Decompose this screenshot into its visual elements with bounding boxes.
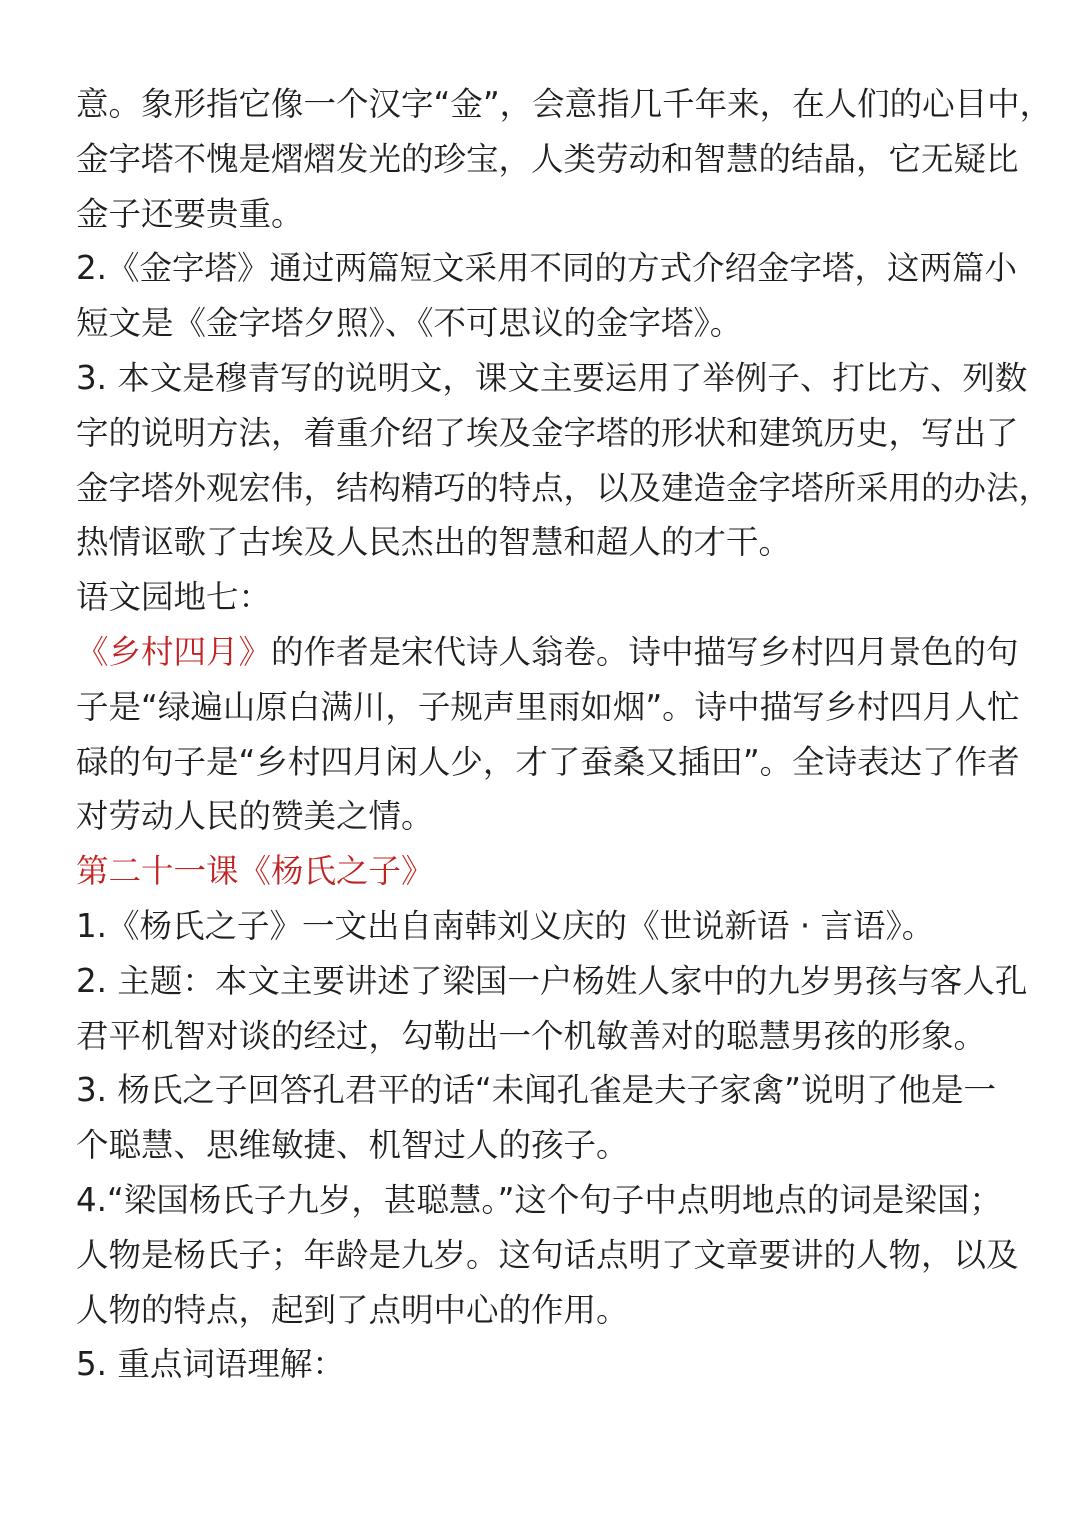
lesson-heading: 第二十一课《杨氏之子》	[76, 852, 434, 891]
text-line: 人物的特点，起到了点明中心的作用。	[76, 1290, 629, 1329]
text-line: 4.“梁国杨氏子九岁，甚聪慧。”这个句子中点明地点的词是梁国；	[76, 1180, 1002, 1219]
text-line: 人物是杨氏子；年龄是九岁。这句话点明了文章要讲的人物，以及	[76, 1235, 1019, 1274]
section-heading-yuwen-yuandi: 语文园地七：	[76, 578, 272, 617]
text-line-rest: 的作者是宋代诗人翁卷。诗中描写乡村四月景色的句	[271, 632, 1019, 671]
text-line: 5. 重点词语理解：	[76, 1345, 345, 1384]
text-line: 2. 主题：本文主要讲述了梁国一户杨姓人家中的九岁男孩与客人孔	[76, 961, 1028, 1000]
poem-title: 《乡村四月》	[76, 632, 272, 671]
text-line: 个聪慧、思维敏捷、机智过人的孩子。	[76, 1126, 629, 1165]
text-line: 金字塔不愧是熠熠发光的珍宝，人类劳动和智慧的结晶，它无疑比	[76, 139, 1019, 178]
text-line: 对劳动人民的赞美之情。	[76, 797, 434, 836]
text-line: 1.《杨氏之子》一文出自南韩刘义庆的《世说新语 · 言语》。	[76, 906, 935, 945]
text-line-with-poem-title	[76, 625, 1019, 680]
text-line: 碌的句子是“乡村四月闲人少，才了蚕桑又插田”。全诗表达了作者	[76, 742, 1020, 781]
text-line: 3. 杨氏之子回答孔君平的话“未闻孔雀是夫子家禽”说明了他是一	[76, 1071, 997, 1110]
text-line: 金字塔外观宏伟，结构精巧的特点，以及建造金字塔所采用的办法，	[76, 468, 1052, 507]
text-line: 字的说明方法，着重介绍了埃及金字塔的形状和建筑历史，写出了	[76, 413, 1019, 452]
text-line: 金子还要贵重。	[76, 194, 304, 233]
text-line: 子是“绿遍山原白满川，子规声里雨如烟”。诗中描写乡村四月人忙	[76, 687, 1020, 726]
text-line: 3. 本文是穆青写的说明文，课文主要运用了举例子、打比方、列数	[76, 358, 1028, 397]
text-line: 意。象形指它像一个汉字“金”，会意指几千年来，在人们的心目中，	[76, 85, 1053, 123]
text-line: 君平机智对谈的经过，勾勒出一个机敏善对的聪慧男孩的形象。	[76, 1016, 987, 1055]
text-line: 短文是《金字塔夕照》、《不可思议的金字塔》。	[76, 304, 743, 343]
text-line: 热情讴歌了古埃及人民杰出的智慧和超人的才干。	[76, 523, 792, 562]
text-body	[76, 77, 1053, 1392]
text-line: 2.《金字塔》通过两篇短文采用不同的方式介绍金字塔，这两篇小	[76, 249, 1018, 288]
